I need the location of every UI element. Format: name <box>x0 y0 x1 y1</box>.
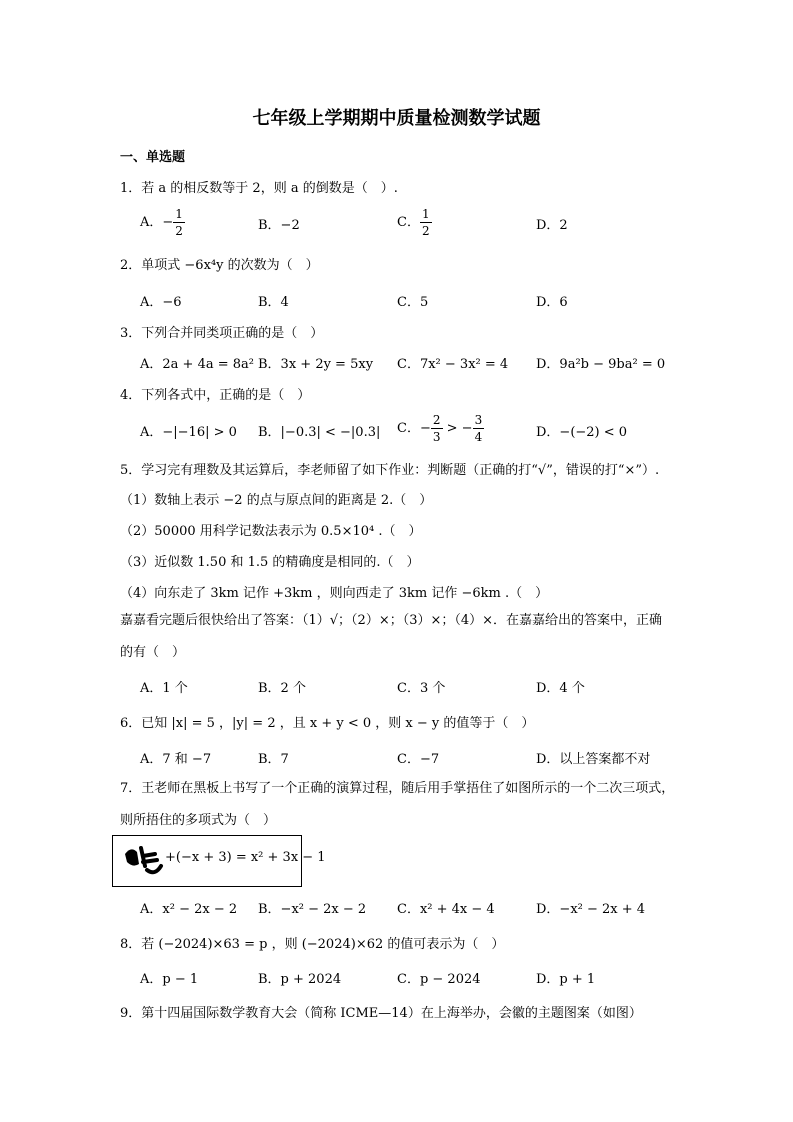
question-8-option-d: D．p + 1 <box>536 972 596 987</box>
question-4-option-c: C．− $\frac{2}{3}$ > − $\frac{3}{4}$ <box>397 413 483 444</box>
question-7-option-b: B．−x² − 2x − 2 <box>258 902 367 917</box>
covered-expression-text: +(−x + 3) = x² + 3x − 1 <box>165 850 326 865</box>
question-5-item-1: （1）数轴上表示 −2 的点与原点间的距离是 2.（ ） <box>120 493 433 508</box>
question-8-option-b: B．p + 2024 <box>258 972 342 987</box>
question-5-item-3: （3）近似数 1.50 和 1.5 的精确度是相同的.（ ） <box>120 555 420 570</box>
question-3-option-d: D．9a²b − 9ba² = 0 <box>536 357 666 372</box>
question-2-option-d: D．6 <box>536 295 568 310</box>
question-1-option-a: A．− $\frac{1}{2}$ <box>140 207 183 238</box>
question-1-option-c: C． $\frac{1}{2}$ <box>397 207 430 238</box>
question-5-option-a: A．1 个 <box>140 681 188 696</box>
question-4-stem: 4．下列各式中，正确的是（ ） <box>120 388 311 403</box>
question-3-option-a: A．2a + 4a = 8a² <box>140 357 254 372</box>
covered-expression-figure <box>112 835 326 887</box>
page-title: 七年级上学期期中质量检测数学试题 <box>252 108 541 129</box>
question-7-stem: 7．王老师在黑板上书写了一个正确的演算过程，随后用手掌捂住了如图所示的一个二次三项式，则所捂住的多项式为（ ） <box>120 781 675 828</box>
question-1-stem: 1．若 a 的相反数等于 2，则 a 的倒数是（ ）. <box>120 181 398 196</box>
question-8-option-a: A．p − 1 <box>140 972 199 987</box>
question-7-option-a: A．x² − 2x − 2 <box>140 902 238 917</box>
question-2-stem: 2．单项式 −6x⁴y 的次数为（ ） <box>120 258 319 273</box>
question-2-option-b: B．4 <box>258 295 289 310</box>
question-7-option-d: D．−x² − 2x + 4 <box>536 902 646 917</box>
question-4-option-b: B．|−0.3| < −|0.3| <box>258 425 381 440</box>
question-6-option-d: D．以上答案都不对 <box>536 752 651 767</box>
question-8-option-c: C．p − 2024 <box>397 972 481 987</box>
hand-cover-icon <box>121 842 165 878</box>
question-6-stem: 6．已知 |x| = 5 ，|y| = 2 ，且 x + y < 0 ，则 x − y 的值等于（ ） <box>120 716 535 731</box>
question-5-option-b: B．2 个 <box>258 681 306 696</box>
question-5-item-2: （2）50000 用科学记数法表示为 0.5×10⁴ .（ ） <box>120 524 422 539</box>
question-7-option-c: C．x² + 4x − 4 <box>397 902 495 917</box>
question-3-option-b: B．3x + 2y = 5xy <box>258 357 374 372</box>
question-4-option-a: A．−|−16| > 0 <box>140 425 237 440</box>
question-6-option-c: C．−7 <box>397 752 440 767</box>
question-9-stem: 9．第十四届国际数学教育大会（简称 ICME—14）在上海举办，会徽的主题图案（如图） <box>120 1006 642 1021</box>
question-6-option-a: A．7 和 −7 <box>140 752 212 767</box>
question-2-option-a: A．−6 <box>140 295 182 310</box>
question-1-option-b: B．−2 <box>258 218 300 233</box>
question-4-option-d: D．−(−2) < 0 <box>536 425 628 440</box>
question-5-item-4: （4）向东走了 3km 记作 +3km ，则向西走了 3km 记作 −6km .（ ） <box>120 586 549 601</box>
question-5-paragraph: 嘉嘉看完题后很快给出了答案：（1）√；（2）×；（3）×；（4）×．在嘉嘉给出的答案中，正确的有（ ） <box>120 613 663 660</box>
section-heading: 一、单选题 <box>120 150 186 165</box>
question-1-option-d: D．2 <box>536 218 568 233</box>
question-5-stem: 5．学习完有理数及其运算后，李老师留了如下作业：判断题（正确的打“√”，错误的打“×”）. <box>120 463 660 478</box>
question-3-option-c: C．7x² − 3x² = 4 <box>397 357 509 372</box>
question-5-option-c: C．3 个 <box>397 681 446 696</box>
question-3-stem: 3．下列合并同类项正确的是（ ） <box>120 326 324 341</box>
question-2-option-c: C．5 <box>397 295 429 310</box>
question-6-option-b: B．7 <box>258 752 289 767</box>
question-8-stem: 8．若 (−2024)×63 = p ，则 (−2024)×62 的值可表示为（ ） <box>120 937 505 952</box>
question-5-option-d: D．4 个 <box>536 681 585 696</box>
